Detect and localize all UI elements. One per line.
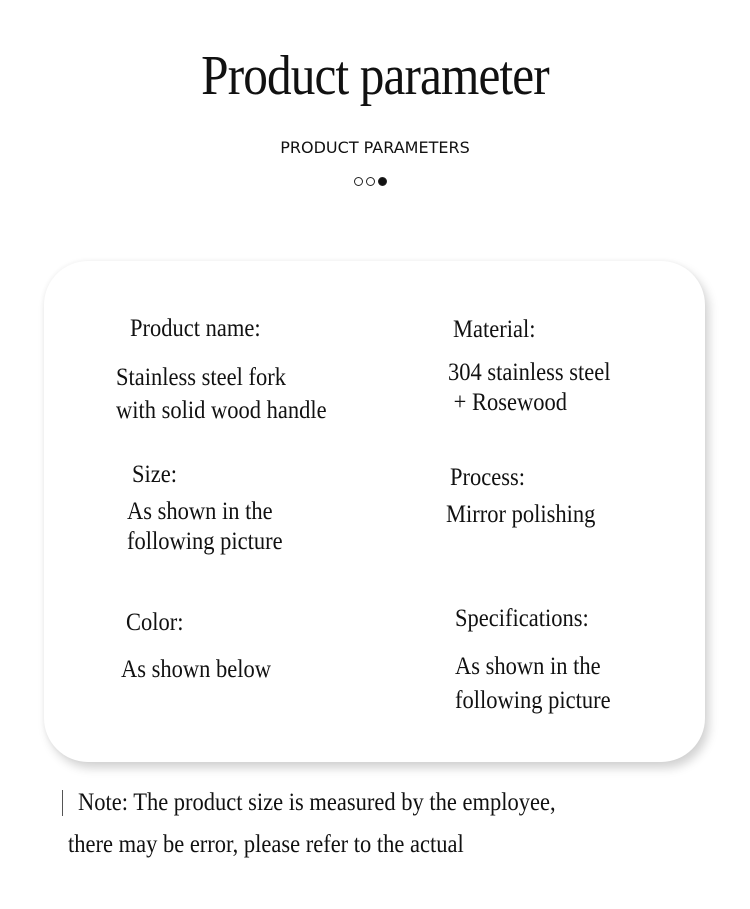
product-name-value-1: Stainless steel fork — [116, 364, 286, 391]
color-value: As shown below — [121, 656, 272, 683]
dot-icon — [366, 177, 375, 186]
specifications-label: Specifications: — [455, 605, 589, 632]
carousel-dots — [354, 177, 387, 186]
page-subtitle: PRODUCT PARAMETERS — [280, 138, 470, 157]
note-line-2: there may be error, please refer to the actual — [68, 831, 464, 858]
material-value-1: 304 stainless steel — [448, 359, 611, 386]
specifications-value-2: following picture — [455, 687, 611, 714]
dot-active-icon — [378, 177, 387, 186]
material-value-2: + Rosewood — [448, 389, 567, 416]
dot-icon — [354, 177, 363, 186]
color-label: Color: — [126, 609, 184, 636]
size-label: Size: — [132, 461, 177, 488]
page-title: Product parameter — [201, 45, 549, 107]
size-value-2: following picture — [127, 528, 283, 555]
note-divider — [62, 790, 63, 816]
product-name-label: Product name: — [130, 315, 261, 342]
product-name-value-2: with solid wood handle — [116, 397, 327, 424]
note-line-1: Note: The product size is measured by the employee, — [78, 789, 556, 816]
size-value-1: As shown in the — [127, 498, 273, 525]
material-label: Material: — [453, 316, 536, 343]
process-value: Mirror polishing — [446, 501, 596, 528]
specifications-value-1: As shown in the — [455, 653, 601, 680]
process-label: Process: — [450, 464, 525, 491]
